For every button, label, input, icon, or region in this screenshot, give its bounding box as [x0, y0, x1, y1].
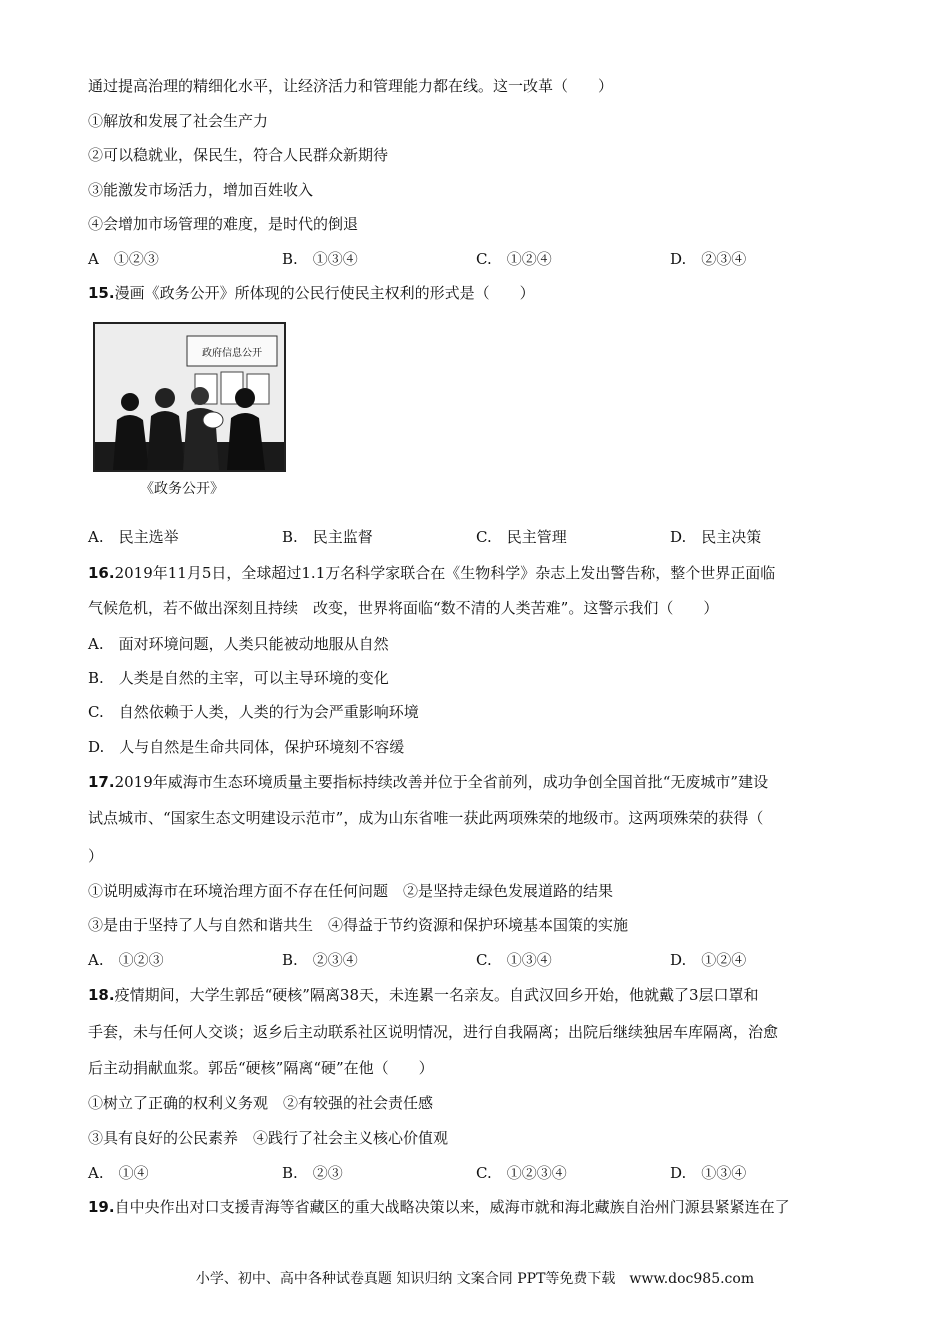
q14-option-b: B. ①③④	[282, 250, 358, 268]
q18-number: 18.	[88, 986, 115, 1004]
q14-item-1: ①解放和发展了社会生产力	[88, 112, 269, 130]
q16-option-a: A. 面对环境问题，人类只能被动地服从自然	[88, 635, 389, 653]
q14-stem-line: 通过提高治理的精细化水平，让经济活力和管理能力都在线。这一改革（ ）	[88, 77, 614, 95]
q18-stem-line-1	[88, 985, 759, 1005]
q15-option-c: C. 民主管理	[476, 528, 567, 546]
q17-option-d: D. ①②④	[670, 951, 747, 969]
q15-option-b: B. 民主监督	[282, 528, 373, 546]
q17-stem-line-2: 试点城市、“国家生态文明建设示范市”，成为山东省唯一获此两项殊荣的地级市。这两项殊荣的获得（	[88, 809, 764, 827]
q18-stem-line-2: 手套，未与任何人交谈；返乡后主动联系社区说明情况，进行自我隔离；出院后继续独居车库隔离，治愈	[88, 1023, 779, 1041]
q14-option-d: D. ②③④	[670, 250, 747, 268]
q14-option-c: C. ①②④	[476, 250, 552, 268]
q17-stem-line-1	[88, 772, 768, 792]
q15-text: 漫画《政务公开》所体现的公民行使民主权利的形式是（ ）	[114, 284, 535, 302]
cartoon-drawing	[95, 324, 284, 470]
q17-option-a: A. ①②③	[88, 951, 164, 969]
q17-option-c: C. ①③④	[476, 951, 552, 969]
q18-stem-line-3: 后主动捐献血浆。郭岳“硬核”隔离“硬”在他（ ）	[88, 1059, 434, 1077]
cartoon-board-text: 政府信息公开	[202, 348, 262, 359]
q18-option-d: D. ①③④	[670, 1164, 747, 1182]
q18-option-a: A. ①④	[88, 1164, 149, 1182]
cartoon-caption: 《政务公开》	[140, 481, 224, 497]
q18-option-b: B. ②③	[282, 1164, 343, 1182]
q18-option-c: C. ①②③④	[476, 1164, 567, 1182]
q16-option-b: B. 人类是自然的主宰，可以主导环境的变化	[88, 669, 389, 687]
q17-option-b: B. ②③④	[282, 951, 358, 969]
q15-option-a: A. 民主选举	[88, 528, 179, 546]
q15-number: 15.	[88, 284, 115, 302]
q18-items-1: ①树立了正确的权利义务观 ②有较强的社会责任感	[88, 1094, 434, 1112]
q16-option-d: D. 人与自然是生命共同体，保护环境刻不容缓	[88, 738, 405, 756]
q18-text-1: 疫情期间，大学生郭岳“硬核”隔离38天，未连累一名亲友。自武汉回乡开始，他就戴了3层口罩和	[114, 986, 759, 1004]
q17-number: 17.	[88, 773, 115, 791]
q17-text-1: 2019年威海市生态环境质量主要指标持续改善并位于全省前列，成功争创全国首批“无废城市”建设	[114, 773, 769, 791]
cartoon-image	[93, 322, 286, 472]
q16-stem-line-1	[88, 563, 775, 583]
q14-item-4: ④会增加市场管理的难度，是时代的倒退	[88, 215, 359, 233]
q14-item-3: ③能激发市场活力，增加百姓收入	[88, 181, 314, 199]
page-footer: 小学、初中、高中各种试卷真题 知识归纳 文案合同 PPT等免费下载 www.doc985.com	[195, 1271, 755, 1287]
q17-items-2: ③是由于坚持了人与自然和谐共生 ④得益于节约资源和保护环境基本国策的实施	[88, 916, 629, 934]
q14-item-2: ②可以稳就业，保民生，符合人民群众新期待	[88, 146, 389, 164]
q15-option-d: D. 民主决策	[670, 528, 762, 546]
q16-option-c: C. 自然依赖于人类，人类的行为会严重影响环境	[88, 703, 419, 721]
q16-number: 16.	[88, 564, 115, 582]
q14-option-a: A ①②③	[88, 250, 159, 268]
q16-stem-line-2: 气候危机，若不做出深刻且持续 改变，世界将面临“数不清的人类苦难”。这警示我们（ ）	[88, 599, 719, 617]
q16-text-1: 2019年11月5日，全球超过1.1万名科学家联合在《生物科学》杂志上发出警告称，整个世界正面临	[114, 564, 776, 582]
q19-stem-line-1	[88, 1197, 790, 1217]
q17-stem-line-3: ）	[88, 847, 104, 865]
q19-text: 自中央作出对口支援青海等省藏区的重大战略决策以来，威海市就和海北藏族自治州门源县紧紧连在了	[114, 1198, 790, 1216]
q18-items-2: ③具有良好的公民素养 ④践行了社会主义核心价值观	[88, 1129, 449, 1147]
q15-stem	[88, 283, 535, 303]
q17-items-1: ①说明威海市在环境治理方面不存在任何问题 ②是坚持走绿色发展道路的结果	[88, 882, 614, 900]
q19-number: 19.	[88, 1198, 115, 1216]
